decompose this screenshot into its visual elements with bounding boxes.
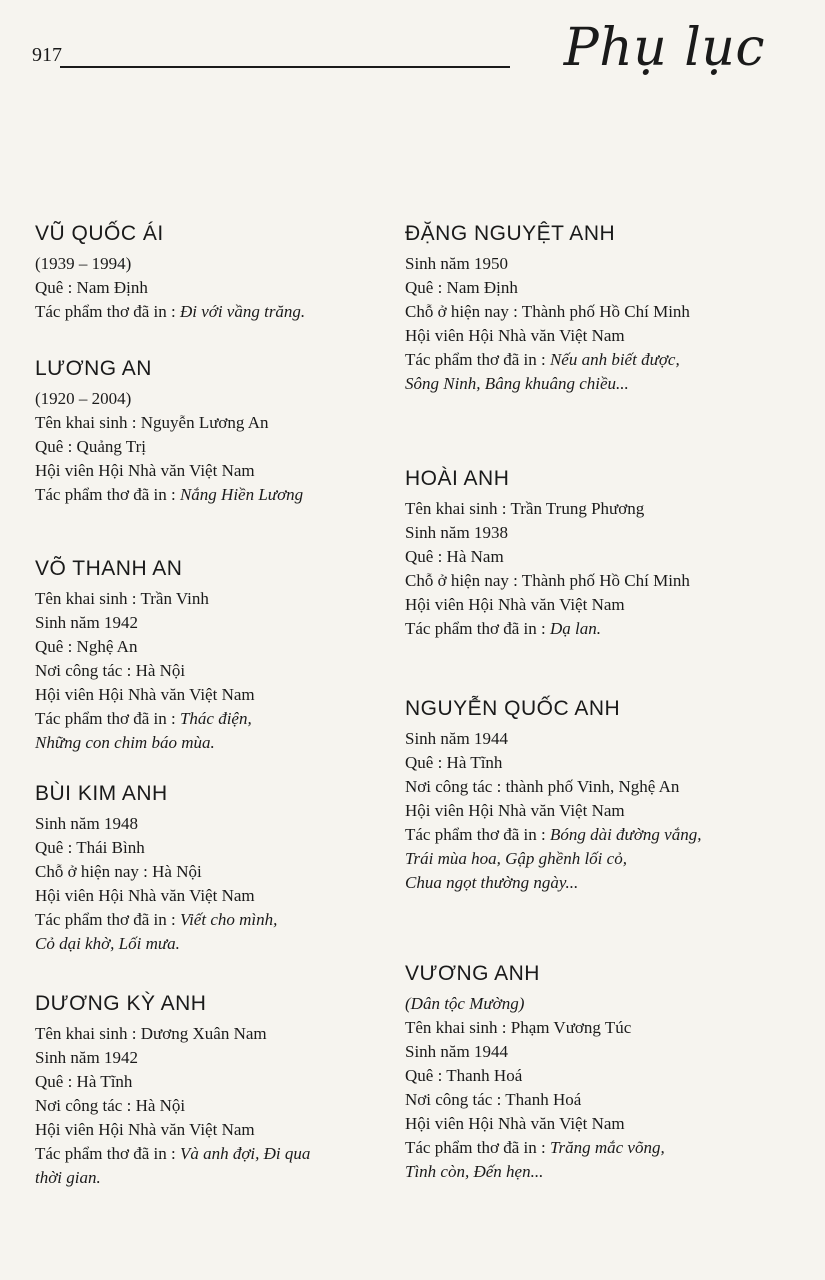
author-entry — [35, 357, 415, 507]
entry-line — [405, 372, 785, 396]
entry-text: Hội viên Hội Nhà văn Việt Nam — [35, 685, 255, 704]
entry-text: Quê : Nam Định — [35, 278, 148, 297]
entry-line — [35, 411, 415, 435]
entry-text: Nơi công tác : Thanh Hoá — [405, 1090, 582, 1109]
entry-line — [405, 1088, 785, 1112]
author-name: LƯƠNG AN — [35, 357, 152, 380]
entry-line — [35, 1142, 415, 1166]
author-entry — [405, 467, 785, 641]
author-entry — [35, 557, 415, 755]
entry-text: Hội viên Hội Nhà văn Việt Nam — [405, 326, 625, 345]
entry-italic-text: Đi với vầng trăng. — [179, 302, 306, 321]
entry-italic-text: Cỏ dại khờ, Lối mưa. — [35, 934, 180, 953]
entry-line — [405, 521, 785, 545]
entry-line — [405, 324, 785, 348]
entry-line — [35, 659, 415, 683]
entry-italic-text: Trái mùa hoa, Gập ghềnh lối cỏ, — [405, 849, 627, 868]
entry-italic-text: Viết cho mình, — [179, 910, 278, 929]
entry-text: Tác phẩm thơ đã in : — [405, 1138, 550, 1157]
entry-line — [405, 775, 785, 799]
entry-italic-text: Nếu anh biết được, — [549, 350, 680, 369]
entry-text: Tác phẩm thơ đã in : — [35, 1144, 180, 1163]
entry-line — [405, 617, 785, 641]
entry-line — [405, 847, 785, 871]
entry-text: Tác phẩm thơ đã in : — [35, 302, 180, 321]
entry-line — [35, 300, 415, 324]
entry-line — [35, 387, 415, 411]
entry-italic-text: thời gian. — [35, 1168, 101, 1187]
entry-line — [35, 435, 415, 459]
entry-line — [405, 799, 785, 823]
entry-italic-text: Và anh đợi, Đi qua — [179, 1144, 311, 1163]
entry-line — [405, 593, 785, 617]
entry-line — [405, 1040, 785, 1064]
entry-italic-text: Thác điện, — [179, 709, 252, 728]
entry-line — [35, 1094, 415, 1118]
entry-line — [405, 497, 785, 521]
entry-line — [35, 908, 415, 932]
entry-line — [405, 1016, 785, 1040]
author-name: NGUYỄN QUỐC ANH — [405, 697, 621, 720]
entry-text: (1939 – 1994) — [35, 254, 132, 273]
entry-text: Sinh năm 1948 — [35, 814, 138, 833]
entry-line — [35, 860, 415, 884]
author-name: VÕ THANH AN — [35, 557, 183, 580]
author-name: HOÀI ANH — [405, 467, 510, 490]
entry-text: Tên khai sinh : Nguyễn Lương An — [35, 413, 269, 432]
entry-line — [35, 459, 415, 483]
entry-line — [35, 252, 415, 276]
entry-text: Hội viên Hội Nhà văn Việt Nam — [405, 801, 625, 820]
entry-line — [405, 300, 785, 324]
entry-text: Quê : Hà Tĩnh — [405, 753, 503, 772]
entry-text: Chỗ ở hiện nay : Hà Nội — [35, 862, 202, 881]
entry-line — [405, 727, 785, 751]
author-entry — [35, 222, 415, 324]
entry-line — [405, 1160, 785, 1184]
entry-italic-text: Bóng dài đường vắng, — [549, 825, 702, 844]
entry-line — [35, 1118, 415, 1142]
entry-text: Sinh năm 1938 — [405, 523, 508, 542]
entry-text: Tác phẩm thơ đã in : — [35, 910, 180, 929]
entry-text: Chỗ ở hiện nay : Thành phố Hồ Chí Minh — [405, 302, 690, 321]
entry-text: Tên khai sinh : Trần Vinh — [35, 589, 209, 608]
entry-line — [405, 1136, 785, 1160]
entry-text: Nơi công tác : Hà Nội — [35, 661, 186, 680]
entry-italic-text: Những con chim báo mùa. — [35, 733, 215, 752]
entry-text: Tác phẩm thơ đã in : — [405, 350, 550, 369]
entry-line — [35, 932, 415, 956]
entry-line — [35, 683, 415, 707]
author-name: BÙI KIM ANH — [35, 782, 168, 805]
section-title: Phụ lục — [563, 18, 765, 78]
entry-text: Hội viên Hội Nhà văn Việt Nam — [35, 1120, 255, 1139]
entry-line — [35, 483, 415, 507]
entry-text: Quê : Nghệ An — [35, 637, 138, 656]
entry-line — [35, 587, 415, 611]
entry-italic-text: (Dân tộc Mường) — [405, 994, 525, 1013]
entry-italic-text: Tình còn, Đến hẹn... — [405, 1162, 544, 1181]
entry-line — [405, 1064, 785, 1088]
entry-line — [35, 731, 415, 755]
entry-line — [405, 252, 785, 276]
entry-line — [405, 823, 785, 847]
entry-italic-text: Chua ngọt thường ngày... — [405, 873, 579, 892]
entry-line — [405, 348, 785, 372]
page-number: 917 — [32, 44, 62, 66]
author-entry — [405, 962, 785, 1184]
entry-italic-text: Nắng Hiền Lương — [179, 485, 304, 504]
entry-line — [35, 812, 415, 836]
entry-text: Quê : Thái Bình — [35, 838, 145, 857]
author-entry — [35, 992, 415, 1190]
entry-line — [35, 276, 415, 300]
entry-line — [405, 276, 785, 300]
entry-italic-text: Sông Ninh, Bâng khuâng chiều... — [405, 374, 629, 393]
entry-text: Quê : Hà Tĩnh — [35, 1072, 133, 1091]
entry-text: Quê : Hà Nam — [405, 547, 504, 566]
entry-text: Chỗ ở hiện nay : Thành phố Hồ Chí Minh — [405, 571, 690, 590]
entry-text: Nơi công tác : thành phố Vinh, Nghệ An — [405, 777, 680, 796]
entry-line — [405, 1112, 785, 1136]
entry-text: Tác phẩm thơ đã in : — [405, 825, 550, 844]
entry-line — [35, 635, 415, 659]
entry-line — [35, 1022, 415, 1046]
author-entry — [35, 782, 415, 956]
header-rule — [60, 66, 510, 68]
entry-text: Tác phẩm thơ đã in : — [35, 709, 180, 728]
entry-italic-text: Trăng mắc võng, — [549, 1138, 665, 1157]
entry-text: Sinh năm 1944 — [405, 729, 508, 748]
entry-line — [35, 1070, 415, 1094]
author-name: VŨ QUỐC ÁI — [35, 222, 164, 245]
entry-text: Tác phẩm thơ đã in : — [35, 485, 180, 504]
entry-text: Sinh năm 1944 — [405, 1042, 508, 1061]
entry-text: Tác phẩm thơ đã in : — [405, 619, 550, 638]
entry-line — [405, 545, 785, 569]
entry-text: (1920 – 2004) — [35, 389, 132, 408]
entry-text: Nơi công tác : Hà Nội — [35, 1096, 186, 1115]
entry-text: Sinh năm 1950 — [405, 254, 508, 273]
entry-text: Tên khai sinh : Trần Trung Phương — [405, 499, 645, 518]
entry-line — [405, 871, 785, 895]
author-entry — [405, 222, 785, 396]
entry-line — [405, 751, 785, 775]
entry-italic-text: Dạ lan. — [549, 619, 601, 638]
entry-line — [35, 1046, 415, 1070]
entry-line — [35, 1166, 415, 1190]
entry-line — [35, 884, 415, 908]
entry-text: Quê : Thanh Hoá — [405, 1066, 523, 1085]
entry-line — [35, 611, 415, 635]
entry-text: Sinh năm 1942 — [35, 613, 138, 632]
entry-line — [35, 707, 415, 731]
author-name: VƯƠNG ANH — [405, 962, 540, 985]
entry-text: Quê : Nam Định — [405, 278, 518, 297]
entry-text: Hội viên Hội Nhà văn Việt Nam — [405, 595, 625, 614]
author-name: ĐẶNG NGUYỆT ANH — [405, 222, 616, 245]
entry-text: Quê : Quảng Trị — [35, 437, 146, 456]
entry-text: Tên khai sinh : Dương Xuân Nam — [35, 1024, 267, 1043]
entry-line — [405, 992, 785, 1016]
entry-text: Sinh năm 1942 — [35, 1048, 138, 1067]
author-entry — [405, 697, 785, 895]
author-name: DƯƠNG KỲ ANH — [35, 992, 207, 1015]
entry-text: Hội viên Hội Nhà văn Việt Nam — [35, 886, 255, 905]
entry-text: Hội viên Hội Nhà văn Việt Nam — [405, 1114, 625, 1133]
entry-text: Hội viên Hội Nhà văn Việt Nam — [35, 461, 255, 480]
entry-text: Tên khai sinh : Phạm Vương Túc — [405, 1018, 632, 1037]
entry-line — [405, 569, 785, 593]
page-header — [0, 0, 825, 100]
entry-line — [35, 836, 415, 860]
